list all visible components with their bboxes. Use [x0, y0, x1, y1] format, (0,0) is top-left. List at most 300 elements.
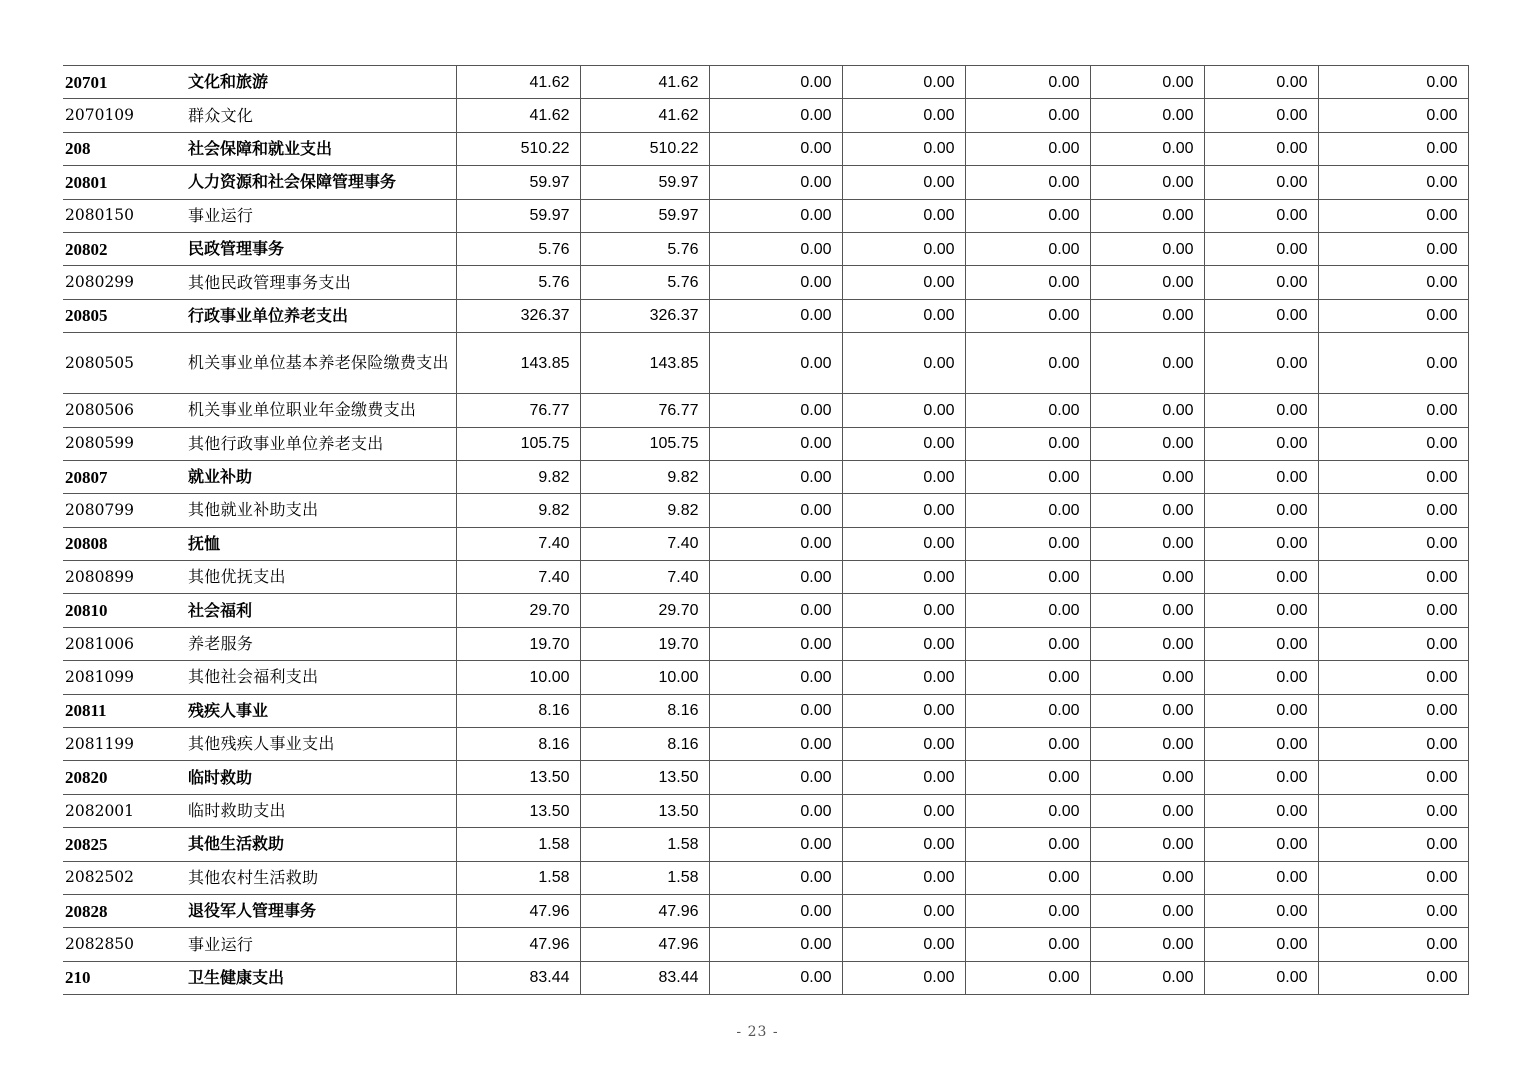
amount-cell: 326.37 [580, 299, 709, 332]
table-row [63, 894, 1468, 927]
amount-cell: 0.00 [1204, 694, 1318, 727]
subject-name-cell: 其他农村生活救助 [186, 861, 456, 894]
amount-cell: 0.00 [1318, 561, 1468, 594]
amount-cell: 0.00 [965, 132, 1090, 165]
amount-cell: 0.00 [1204, 99, 1318, 132]
amount-cell: 41.62 [580, 99, 709, 132]
amount-cell: 0.00 [1318, 527, 1468, 560]
table-row [63, 661, 1468, 694]
amount-cell: 0.00 [842, 894, 965, 927]
subject-name-cell: 残疾人事业 [186, 694, 456, 727]
amount-cell: 0.00 [709, 661, 842, 694]
amount-cell: 0.00 [709, 761, 842, 794]
amount-cell: 0.00 [1204, 594, 1318, 627]
amount-cell: 47.96 [456, 928, 580, 961]
amount-cell: 0.00 [1090, 299, 1204, 332]
amount-cell: 0.00 [1090, 199, 1204, 232]
table-row [63, 427, 1468, 460]
table-row [63, 794, 1468, 827]
amount-cell: 0.00 [1318, 928, 1468, 961]
amount-cell: 0.00 [709, 427, 842, 460]
amount-cell: 0.00 [1090, 561, 1204, 594]
amount-cell: 0.00 [1318, 427, 1468, 460]
amount-cell: 7.40 [580, 561, 709, 594]
subject-code-cell: 20801 [63, 166, 186, 199]
amount-cell: 0.00 [709, 828, 842, 861]
amount-cell: 0.00 [965, 527, 1090, 560]
amount-cell: 0.00 [1318, 661, 1468, 694]
amount-cell: 0.00 [1204, 794, 1318, 827]
amount-cell: 0.00 [965, 494, 1090, 527]
amount-cell: 10.00 [456, 661, 580, 694]
amount-cell: 0.00 [1318, 66, 1468, 99]
subject-code-cell: 2082850 [63, 928, 186, 961]
amount-cell: 0.00 [709, 861, 842, 894]
amount-cell: 0.00 [1318, 460, 1468, 493]
subject-name-cell: 临时救助 [186, 761, 456, 794]
subject-name-cell: 其他行政事业单位养老支出 [186, 427, 456, 460]
amount-cell: 13.50 [456, 794, 580, 827]
amount-cell: 0.00 [709, 166, 842, 199]
amount-cell: 0.00 [842, 199, 965, 232]
amount-cell: 47.96 [580, 894, 709, 927]
amount-cell: 0.00 [842, 728, 965, 761]
amount-cell: 0.00 [965, 394, 1090, 427]
table-row [63, 961, 1468, 994]
amount-cell: 47.96 [456, 894, 580, 927]
amount-cell: 0.00 [1204, 894, 1318, 927]
amount-cell: 19.70 [456, 627, 580, 660]
amount-cell: 0.00 [842, 333, 965, 394]
subject-name-cell: 抚恤 [186, 527, 456, 560]
amount-cell: 0.00 [709, 728, 842, 761]
amount-cell: 0.00 [965, 427, 1090, 460]
table-row [63, 728, 1468, 761]
amount-cell: 0.00 [1318, 199, 1468, 232]
amount-cell: 0.00 [1204, 66, 1318, 99]
subject-name-cell: 卫生健康支出 [186, 961, 456, 994]
table-row [63, 132, 1468, 165]
amount-cell: 0.00 [965, 594, 1090, 627]
amount-cell: 0.00 [1204, 561, 1318, 594]
subject-name-cell: 事业运行 [186, 199, 456, 232]
amount-cell: 0.00 [1318, 828, 1468, 861]
subject-code-cell: 2070109 [63, 99, 186, 132]
amount-cell: 0.00 [1204, 828, 1318, 861]
subject-code-cell: 208 [63, 132, 186, 165]
budget-table [63, 65, 1469, 995]
table-body [63, 66, 1468, 995]
amount-cell: 0.00 [1318, 99, 1468, 132]
amount-cell: 0.00 [709, 494, 842, 527]
amount-cell: 0.00 [709, 394, 842, 427]
subject-name-cell: 事业运行 [186, 928, 456, 961]
subject-code-cell: 2081099 [63, 661, 186, 694]
subject-code-cell: 2080506 [63, 394, 186, 427]
table-row [63, 266, 1468, 299]
amount-cell: 0.00 [1204, 299, 1318, 332]
amount-cell: 10.00 [580, 661, 709, 694]
amount-cell: 0.00 [709, 627, 842, 660]
amount-cell: 0.00 [842, 594, 965, 627]
amount-cell: 0.00 [1318, 794, 1468, 827]
amount-cell: 0.00 [1204, 232, 1318, 265]
table-row [63, 99, 1468, 132]
subject-name-cell: 机关事业单位职业年金缴费支出 [186, 394, 456, 427]
table-row [63, 561, 1468, 594]
table-row [63, 694, 1468, 727]
amount-cell: 0.00 [965, 928, 1090, 961]
amount-cell: 0.00 [1204, 527, 1318, 560]
subject-name-cell: 文化和旅游 [186, 66, 456, 99]
table-row [63, 861, 1468, 894]
amount-cell: 0.00 [1318, 861, 1468, 894]
amount-cell: 1.58 [580, 861, 709, 894]
amount-cell: 0.00 [1090, 132, 1204, 165]
amount-cell: 8.16 [456, 694, 580, 727]
amount-cell: 8.16 [580, 728, 709, 761]
amount-cell: 0.00 [1090, 694, 1204, 727]
amount-cell: 47.96 [580, 928, 709, 961]
amount-cell: 59.97 [456, 166, 580, 199]
subject-name-cell: 其他民政管理事务支出 [186, 266, 456, 299]
amount-cell: 0.00 [842, 299, 965, 332]
subject-name-cell: 其他生活救助 [186, 828, 456, 861]
amount-cell: 0.00 [709, 794, 842, 827]
amount-cell: 0.00 [1318, 166, 1468, 199]
subject-name-cell: 其他优抚支出 [186, 561, 456, 594]
amount-cell: 0.00 [1204, 627, 1318, 660]
amount-cell: 0.00 [965, 961, 1090, 994]
subject-name-cell: 退役军人管理事务 [186, 894, 456, 927]
amount-cell: 0.00 [965, 232, 1090, 265]
amount-cell: 0.00 [1090, 761, 1204, 794]
subject-code-cell: 2080599 [63, 427, 186, 460]
amount-cell: 0.00 [1204, 333, 1318, 394]
amount-cell: 0.00 [842, 427, 965, 460]
amount-cell: 0.00 [1090, 594, 1204, 627]
amount-cell: 83.44 [580, 961, 709, 994]
subject-code-cell: 2080505 [63, 333, 186, 394]
amount-cell: 0.00 [709, 333, 842, 394]
subject-code-cell: 2081199 [63, 728, 186, 761]
amount-cell: 0.00 [1204, 761, 1318, 794]
amount-cell: 0.00 [1090, 66, 1204, 99]
amount-cell: 0.00 [842, 794, 965, 827]
amount-cell: 0.00 [1090, 728, 1204, 761]
amount-cell: 0.00 [1090, 99, 1204, 132]
amount-cell: 0.00 [1204, 661, 1318, 694]
amount-cell: 0.00 [965, 333, 1090, 394]
amount-cell: 0.00 [1204, 427, 1318, 460]
amount-cell: 13.50 [580, 794, 709, 827]
amount-cell: 9.82 [580, 494, 709, 527]
amount-cell: 0.00 [1090, 828, 1204, 861]
amount-cell: 0.00 [965, 661, 1090, 694]
amount-cell: 59.97 [456, 199, 580, 232]
amount-cell: 0.00 [965, 794, 1090, 827]
amount-cell: 8.16 [580, 694, 709, 727]
amount-cell: 0.00 [1318, 333, 1468, 394]
amount-cell: 1.58 [580, 828, 709, 861]
table-row [63, 527, 1468, 560]
amount-cell: 0.00 [965, 694, 1090, 727]
amount-cell: 0.00 [1204, 166, 1318, 199]
amount-cell: 0.00 [1090, 494, 1204, 527]
amount-cell: 0.00 [1090, 232, 1204, 265]
amount-cell: 19.70 [580, 627, 709, 660]
subject-code-cell: 20825 [63, 828, 186, 861]
subject-name-cell: 群众文化 [186, 99, 456, 132]
amount-cell: 0.00 [1090, 861, 1204, 894]
amount-cell: 0.00 [1090, 460, 1204, 493]
amount-cell: 0.00 [1318, 232, 1468, 265]
subject-name-cell: 其他残疾人事业支出 [186, 728, 456, 761]
amount-cell: 0.00 [842, 166, 965, 199]
amount-cell: 0.00 [1090, 894, 1204, 927]
table-row [63, 394, 1468, 427]
amount-cell: 7.40 [456, 561, 580, 594]
amount-cell: 0.00 [1204, 266, 1318, 299]
amount-cell: 0.00 [1090, 961, 1204, 994]
subject-name-cell: 民政管理事务 [186, 232, 456, 265]
amount-cell: 0.00 [1318, 894, 1468, 927]
amount-cell: 0.00 [1090, 394, 1204, 427]
subject-code-cell: 20820 [63, 761, 186, 794]
amount-cell: 0.00 [1204, 728, 1318, 761]
amount-cell: 0.00 [965, 99, 1090, 132]
amount-cell: 0.00 [842, 460, 965, 493]
subject-code-cell: 2080899 [63, 561, 186, 594]
table-row [63, 166, 1468, 199]
amount-cell: 5.76 [456, 232, 580, 265]
amount-cell: 0.00 [1090, 527, 1204, 560]
amount-cell: 0.00 [1204, 460, 1318, 493]
amount-cell: 0.00 [709, 961, 842, 994]
subject-code-cell: 2081006 [63, 627, 186, 660]
table-row [63, 627, 1468, 660]
amount-cell: 0.00 [1204, 132, 1318, 165]
subject-code-cell: 2080299 [63, 266, 186, 299]
amount-cell: 0.00 [965, 627, 1090, 660]
amount-cell: 0.00 [1318, 394, 1468, 427]
amount-cell: 0.00 [842, 694, 965, 727]
amount-cell: 0.00 [1204, 861, 1318, 894]
amount-cell: 0.00 [842, 861, 965, 894]
table-row [63, 594, 1468, 627]
table-row [63, 199, 1468, 232]
amount-cell: 5.76 [580, 232, 709, 265]
amount-cell: 0.00 [1318, 694, 1468, 727]
amount-cell: 0.00 [965, 266, 1090, 299]
amount-cell: 0.00 [842, 232, 965, 265]
table-row [63, 828, 1468, 861]
amount-cell: 0.00 [709, 266, 842, 299]
amount-cell: 76.77 [580, 394, 709, 427]
subject-name-cell: 社会保障和就业支出 [186, 132, 456, 165]
amount-cell: 0.00 [1318, 299, 1468, 332]
amount-cell: 0.00 [1204, 199, 1318, 232]
amount-cell: 0.00 [1090, 266, 1204, 299]
amount-cell: 0.00 [1090, 333, 1204, 394]
amount-cell: 0.00 [1090, 627, 1204, 660]
amount-cell: 0.00 [965, 460, 1090, 493]
amount-cell: 9.82 [456, 494, 580, 527]
subject-name-cell: 养老服务 [186, 627, 456, 660]
amount-cell: 0.00 [709, 232, 842, 265]
subject-code-cell: 20828 [63, 894, 186, 927]
amount-cell: 0.00 [842, 266, 965, 299]
table-row [63, 928, 1468, 961]
amount-cell: 0.00 [842, 961, 965, 994]
amount-cell: 0.00 [1204, 394, 1318, 427]
amount-cell: 0.00 [842, 66, 965, 99]
amount-cell: 0.00 [842, 527, 965, 560]
subject-code-cell: 2082502 [63, 861, 186, 894]
amount-cell: 29.70 [456, 594, 580, 627]
subject-code-cell: 20810 [63, 594, 186, 627]
amount-cell: 0.00 [1318, 594, 1468, 627]
amount-cell: 0.00 [1318, 961, 1468, 994]
amount-cell: 0.00 [709, 66, 842, 99]
amount-cell: 5.76 [456, 266, 580, 299]
amount-cell: 0.00 [965, 199, 1090, 232]
subject-name-cell: 机关事业单位基本养老保险缴费支出 [186, 333, 456, 394]
amount-cell: 0.00 [965, 761, 1090, 794]
amount-cell: 0.00 [709, 460, 842, 493]
amount-cell: 143.85 [580, 333, 709, 394]
subject-name-cell: 人力资源和社会保障管理事务 [186, 166, 456, 199]
amount-cell: 0.00 [842, 627, 965, 660]
amount-cell: 0.00 [709, 299, 842, 332]
amount-cell: 7.40 [456, 527, 580, 560]
subject-code-cell: 20805 [63, 299, 186, 332]
amount-cell: 0.00 [709, 527, 842, 560]
amount-cell: 0.00 [842, 761, 965, 794]
amount-cell: 105.75 [456, 427, 580, 460]
amount-cell: 0.00 [965, 166, 1090, 199]
amount-cell: 105.75 [580, 427, 709, 460]
amount-cell: 0.00 [842, 132, 965, 165]
subject-code-cell: 20802 [63, 232, 186, 265]
subject-code-cell: 20811 [63, 694, 186, 727]
amount-cell: 7.40 [580, 527, 709, 560]
subject-name-cell: 就业补助 [186, 460, 456, 493]
amount-cell: 0.00 [1318, 494, 1468, 527]
amount-cell: 0.00 [1318, 266, 1468, 299]
amount-cell: 41.62 [456, 99, 580, 132]
amount-cell: 41.62 [580, 66, 709, 99]
amount-cell: 0.00 [842, 828, 965, 861]
amount-cell: 29.70 [580, 594, 709, 627]
amount-cell: 0.00 [709, 99, 842, 132]
amount-cell: 0.00 [1318, 627, 1468, 660]
amount-cell: 0.00 [965, 66, 1090, 99]
amount-cell: 0.00 [709, 894, 842, 927]
subject-code-cell: 20808 [63, 527, 186, 560]
amount-cell: 0.00 [1204, 928, 1318, 961]
amount-cell: 0.00 [709, 561, 842, 594]
subject-code-cell: 210 [63, 961, 186, 994]
amount-cell: 0.00 [1090, 794, 1204, 827]
amount-cell: 0.00 [1318, 728, 1468, 761]
amount-cell: 0.00 [709, 199, 842, 232]
amount-cell: 0.00 [842, 661, 965, 694]
amount-cell: 0.00 [709, 928, 842, 961]
amount-cell: 510.22 [580, 132, 709, 165]
amount-cell: 41.62 [456, 66, 580, 99]
amount-cell: 0.00 [965, 861, 1090, 894]
amount-cell: 8.16 [456, 728, 580, 761]
table-row [63, 460, 1468, 493]
subject-name-cell: 临时救助支出 [186, 794, 456, 827]
amount-cell: 0.00 [965, 299, 1090, 332]
subject-name-cell: 社会福利 [186, 594, 456, 627]
amount-cell: 76.77 [456, 394, 580, 427]
amount-cell: 0.00 [842, 394, 965, 427]
amount-cell: 0.00 [842, 99, 965, 132]
table-row [63, 761, 1468, 794]
amount-cell: 0.00 [965, 561, 1090, 594]
amount-cell: 510.22 [456, 132, 580, 165]
amount-cell: 0.00 [1090, 427, 1204, 460]
subject-name-cell: 其他就业补助支出 [186, 494, 456, 527]
amount-cell: 0.00 [1090, 928, 1204, 961]
amount-cell: 0.00 [709, 594, 842, 627]
table-row [63, 232, 1468, 265]
table-row [63, 299, 1468, 332]
amount-cell: 326.37 [456, 299, 580, 332]
amount-cell: 0.00 [965, 728, 1090, 761]
amount-cell: 0.00 [965, 828, 1090, 861]
subject-name-cell: 其他社会福利支出 [186, 661, 456, 694]
amount-cell: 0.00 [842, 494, 965, 527]
amount-cell: 83.44 [456, 961, 580, 994]
subject-code-cell: 2082001 [63, 794, 186, 827]
amount-cell: 59.97 [580, 199, 709, 232]
table-row [63, 333, 1468, 394]
amount-cell: 5.76 [580, 266, 709, 299]
amount-cell: 59.97 [580, 166, 709, 199]
amount-cell: 0.00 [709, 132, 842, 165]
amount-cell: 13.50 [580, 761, 709, 794]
amount-cell: 143.85 [456, 333, 580, 394]
subject-name-cell: 行政事业单位养老支出 [186, 299, 456, 332]
subject-code-cell: 20701 [63, 66, 186, 99]
amount-cell: 0.00 [1090, 166, 1204, 199]
page-number: - 23 - [736, 1024, 779, 1040]
table-row [63, 66, 1468, 99]
amount-cell: 0.00 [709, 694, 842, 727]
amount-cell: 0.00 [1204, 961, 1318, 994]
amount-cell: 1.58 [456, 828, 580, 861]
amount-cell: 0.00 [842, 928, 965, 961]
table-row [63, 494, 1468, 527]
amount-cell: 9.82 [580, 460, 709, 493]
amount-cell: 1.58 [456, 861, 580, 894]
amount-cell: 0.00 [965, 894, 1090, 927]
amount-cell: 9.82 [456, 460, 580, 493]
amount-cell: 0.00 [842, 561, 965, 594]
amount-cell: 0.00 [1090, 661, 1204, 694]
subject-code-cell: 2080799 [63, 494, 186, 527]
subject-code-cell: 20807 [63, 460, 186, 493]
amount-cell: 0.00 [1204, 494, 1318, 527]
amount-cell: 13.50 [456, 761, 580, 794]
amount-cell: 0.00 [1318, 132, 1468, 165]
subject-code-cell: 2080150 [63, 199, 186, 232]
amount-cell: 0.00 [1318, 761, 1468, 794]
